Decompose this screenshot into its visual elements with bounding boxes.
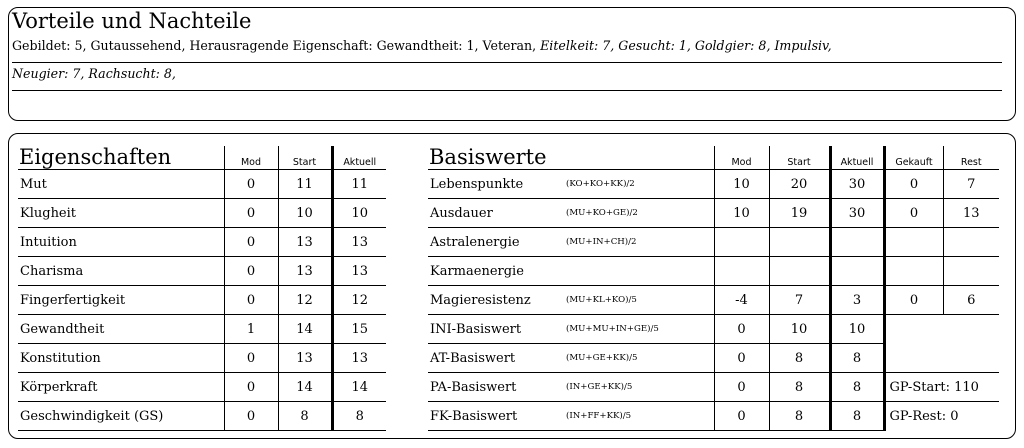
basiswert-formula: (MU+IN+CH)/2 — [566, 228, 714, 257]
basiswert-mod: 0 — [714, 402, 769, 431]
attribute-aktuell: 15 — [332, 315, 386, 344]
vorteile-text: Gebildet: 5, Gutaussehend, Herausragende Eigenschaft: Gewandtheit: 1, Veteran, — [12, 38, 541, 53]
table-row — [428, 199, 999, 228]
attribute-start: 13 — [278, 228, 332, 257]
attribute-aktuell: 13 — [332, 228, 386, 257]
attribute-aktuell: 13 — [332, 344, 386, 373]
basiswert-name: Lebenspunkte — [428, 170, 566, 199]
basiswert-aktuell: 30 — [830, 170, 884, 199]
empty-cell — [884, 315, 943, 344]
table-row — [18, 286, 386, 315]
basiswert-mod: -4 — [714, 286, 769, 315]
basiswert-formula — [566, 257, 714, 286]
basiswert-mod: 10 — [714, 199, 769, 228]
basiswert-start: 8 — [769, 402, 830, 431]
attribute-start: 12 — [278, 286, 332, 315]
line-divider — [12, 62, 1002, 63]
basiswert-mod: 10 — [714, 170, 769, 199]
basiswerte-table — [428, 146, 999, 431]
basiswert-aktuell: 8 — [830, 402, 884, 431]
vorteile-nachteile-title: Vorteile und Nachteile — [12, 9, 252, 33]
attribute-mod: 0 — [224, 199, 278, 228]
table-row — [428, 257, 999, 286]
attribute-aktuell: 12 — [332, 286, 386, 315]
basiswert-start: 10 — [769, 315, 830, 344]
table-row — [428, 402, 999, 431]
basiswert-mod: 0 — [714, 373, 769, 402]
basiswert-formula: (IN+FF+KK)/5 — [566, 402, 714, 431]
basiswert-aktuell — [830, 257, 884, 286]
vorteile-line-1 — [12, 37, 1004, 55]
basiswert-aktuell: 30 — [830, 199, 884, 228]
attribute-aktuell: 10 — [332, 199, 386, 228]
basiswert-rest: 6 — [943, 286, 999, 315]
attribute-mod: 0 — [224, 228, 278, 257]
attribute-mod: 0 — [224, 170, 278, 199]
vorteile-line-2 — [12, 65, 1004, 83]
basiswert-gekauft: 0 — [884, 286, 943, 315]
table-row — [18, 199, 386, 228]
basiswert-formula: (MU+KL+KO)/5 — [566, 286, 714, 315]
attribute-start: 11 — [278, 170, 332, 199]
empty-cell — [943, 315, 999, 344]
attribute-name: Mut — [18, 170, 224, 199]
table-row — [18, 257, 386, 286]
basiswert-aktuell: 3 — [830, 286, 884, 315]
basiswerte-header-row — [428, 146, 999, 170]
basiswert-name: INI-Basiswert — [428, 315, 566, 344]
basiswert-formula: (MU+MU+IN+GE)/5 — [566, 315, 714, 344]
line-divider — [12, 90, 1002, 91]
basiswert-name: AT-Basiswert — [428, 344, 566, 373]
basiswert-start — [769, 228, 830, 257]
basiswert-formula: (KO+KO+KK)/2 — [566, 170, 714, 199]
col-header-start: Start — [278, 146, 332, 170]
attribute-start: 14 — [278, 315, 332, 344]
attribute-name: Konstitution — [18, 344, 224, 373]
table-row — [428, 286, 999, 315]
attribute-mod: 1 — [224, 315, 278, 344]
attribute-mod: 0 — [224, 344, 278, 373]
table-row — [428, 344, 999, 373]
basiswert-formula: (MU+KO+GE)/2 — [566, 199, 714, 228]
attribute-aktuell: 14 — [332, 373, 386, 402]
attribute-start: 13 — [278, 344, 332, 373]
attribute-mod: 0 — [224, 402, 278, 431]
basiswert-formula: (MU+GE+KK)/5 — [566, 344, 714, 373]
attribute-mod: 0 — [224, 286, 278, 315]
table-row — [18, 228, 386, 257]
attribute-name: Klugheit — [18, 199, 224, 228]
basiswert-name: FK-Basiswert — [428, 402, 566, 431]
col-header-aktuell: Aktuell — [830, 146, 884, 170]
basiswert-name: Magieresistenz — [428, 286, 566, 315]
basiswert-name: Ausdauer — [428, 199, 566, 228]
attribute-start: 13 — [278, 257, 332, 286]
basiswert-start: 20 — [769, 170, 830, 199]
basiswert-mod: 0 — [714, 344, 769, 373]
basiswert-start: 7 — [769, 286, 830, 315]
table-row — [428, 228, 999, 257]
basiswert-gekauft: 0 — [884, 199, 943, 228]
col-header-start: Start — [769, 146, 830, 170]
table-row — [428, 170, 999, 199]
nachteile-text-2: Neugier: 7, Rachsucht: 8, — [12, 66, 176, 81]
basiswert-start: 8 — [769, 373, 830, 402]
attribute-start: 14 — [278, 373, 332, 402]
basiswert-rest — [943, 257, 999, 286]
table-row — [18, 170, 386, 199]
attribute-start: 10 — [278, 199, 332, 228]
attribute-name: Fingerfertigkeit — [18, 286, 224, 315]
basiswert-name: PA-Basiswert — [428, 373, 566, 402]
table-row — [428, 373, 999, 402]
table-row — [428, 315, 999, 344]
empty-cell — [943, 344, 999, 373]
basiswert-aktuell: 10 — [830, 315, 884, 344]
attribute-aktuell: 11 — [332, 170, 386, 199]
basiswert-mod — [714, 228, 769, 257]
basiswert-mod — [714, 257, 769, 286]
basiswert-aktuell: 8 — [830, 373, 884, 402]
basiswert-gekauft — [884, 228, 943, 257]
basiswert-start — [769, 257, 830, 286]
col-header-gekauft: Gekauft — [884, 146, 943, 170]
attribute-name: Charisma — [18, 257, 224, 286]
table-row — [18, 344, 386, 373]
gp-start-label: GP-Start: 110 — [884, 373, 999, 402]
col-header-aktuell: Aktuell — [332, 146, 386, 170]
basiswert-rest — [943, 228, 999, 257]
gp-rest-label: GP-Rest: 0 — [884, 402, 999, 431]
col-header-mod: Mod — [714, 146, 769, 170]
basiswert-name: Karmaenergie — [428, 257, 566, 286]
attribute-name: Geschwindigkeit (GS) — [18, 402, 224, 431]
basiswert-rest: 7 — [943, 170, 999, 199]
basiswerte-title: Basiswerte — [429, 145, 547, 169]
basiswert-rest: 13 — [943, 199, 999, 228]
col-header-mod: Mod — [224, 146, 278, 170]
basiswert-start: 19 — [769, 199, 830, 228]
attribute-name: Intuition — [18, 228, 224, 257]
basiswert-start: 8 — [769, 344, 830, 373]
attribute-aktuell: 8 — [332, 402, 386, 431]
empty-cell — [884, 344, 943, 373]
attribute-name: Gewandtheit — [18, 315, 224, 344]
attribute-aktuell: 13 — [332, 257, 386, 286]
eigenschaften-title: Eigenschaften — [19, 145, 172, 169]
attribute-mod: 0 — [224, 257, 278, 286]
nachteile-text-1: Eitelkeit: 7, Gesucht: 1, Goldgier: 8, Impulsiv, — [540, 38, 832, 53]
eigenschaften-header-row — [18, 146, 386, 170]
basiswert-mod: 0 — [714, 315, 769, 344]
attribute-start: 8 — [278, 402, 332, 431]
basiswert-gekauft: 0 — [884, 170, 943, 199]
basiswert-aktuell: 8 — [830, 344, 884, 373]
basiswert-aktuell — [830, 228, 884, 257]
basiswert-gekauft — [884, 257, 943, 286]
table-row — [18, 402, 386, 431]
attribute-mod: 0 — [224, 373, 278, 402]
table-row — [18, 315, 386, 344]
eigenschaften-table — [18, 146, 386, 431]
table-row — [18, 373, 386, 402]
attribute-name: Körperkraft — [18, 373, 224, 402]
basiswert-name: Astralenergie — [428, 228, 566, 257]
basiswert-formula: (IN+GE+KK)/5 — [566, 373, 714, 402]
col-header-rest: Rest — [943, 146, 999, 170]
